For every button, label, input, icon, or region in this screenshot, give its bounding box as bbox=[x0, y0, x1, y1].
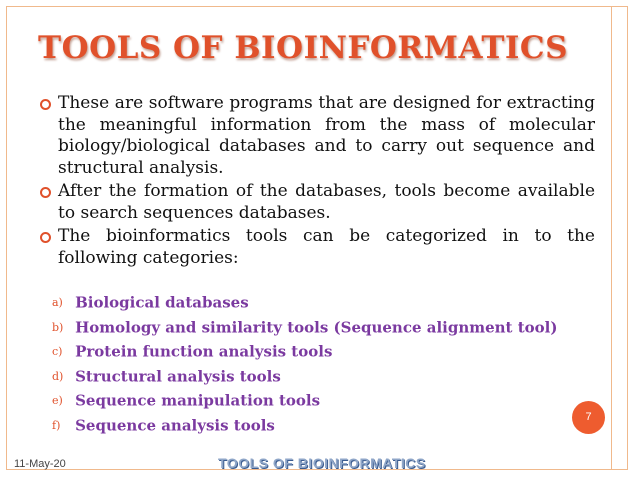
slide-title: TOOLS OF BIOINFORMATICS bbox=[38, 30, 568, 66]
footer-date: 11-May-20 bbox=[14, 458, 66, 470]
bullet-item bbox=[40, 181, 595, 224]
category-text: Homology and similarity tools (Sequence alignment tool) bbox=[75, 318, 558, 336]
category-item bbox=[52, 341, 572, 366]
bullet-text: These are software programs that are designed for extracting the meaningful information from the mass of molecular biology/biological databases and to carry out sequence and structural analysis. bbox=[58, 93, 595, 178]
category-letter: a) bbox=[52, 296, 63, 309]
category-item bbox=[52, 390, 572, 415]
category-letter: c) bbox=[52, 345, 63, 358]
ring-bullet-icon bbox=[40, 99, 51, 110]
bullet-text: After the formation of the databases, tools become available to search sequences databases. bbox=[58, 181, 595, 223]
category-text: Biological databases bbox=[75, 293, 249, 312]
bullet-item bbox=[40, 226, 595, 269]
category-letter: e) bbox=[52, 394, 63, 407]
category-letter: d) bbox=[52, 369, 64, 383]
category-item bbox=[52, 415, 572, 440]
category-letter: f) bbox=[52, 418, 61, 432]
slide-side-rule bbox=[611, 6, 612, 470]
category-text: Protein function analysis tools bbox=[75, 342, 333, 361]
category-letter: b) bbox=[52, 320, 64, 334]
footer-title: TOOLS OF BIOINFORMATICS bbox=[218, 455, 426, 471]
category-item bbox=[52, 292, 572, 317]
ring-bullet-icon bbox=[40, 187, 51, 198]
category-text: Sequence manipulation tools bbox=[75, 391, 321, 410]
category-item bbox=[52, 317, 572, 342]
page-number-badge: 7 bbox=[572, 401, 605, 434]
bullet-item bbox=[40, 93, 595, 179]
ring-bullet-icon bbox=[40, 232, 51, 243]
category-text: Sequence analysis tools bbox=[75, 416, 275, 434]
bullet-list bbox=[40, 93, 595, 271]
bullet-text: The bioinformatics tools can be categorized in to the following categories: bbox=[58, 226, 595, 268]
category-text: Structural analysis tools bbox=[75, 367, 281, 385]
category-list bbox=[52, 292, 572, 439]
category-item bbox=[52, 366, 572, 391]
